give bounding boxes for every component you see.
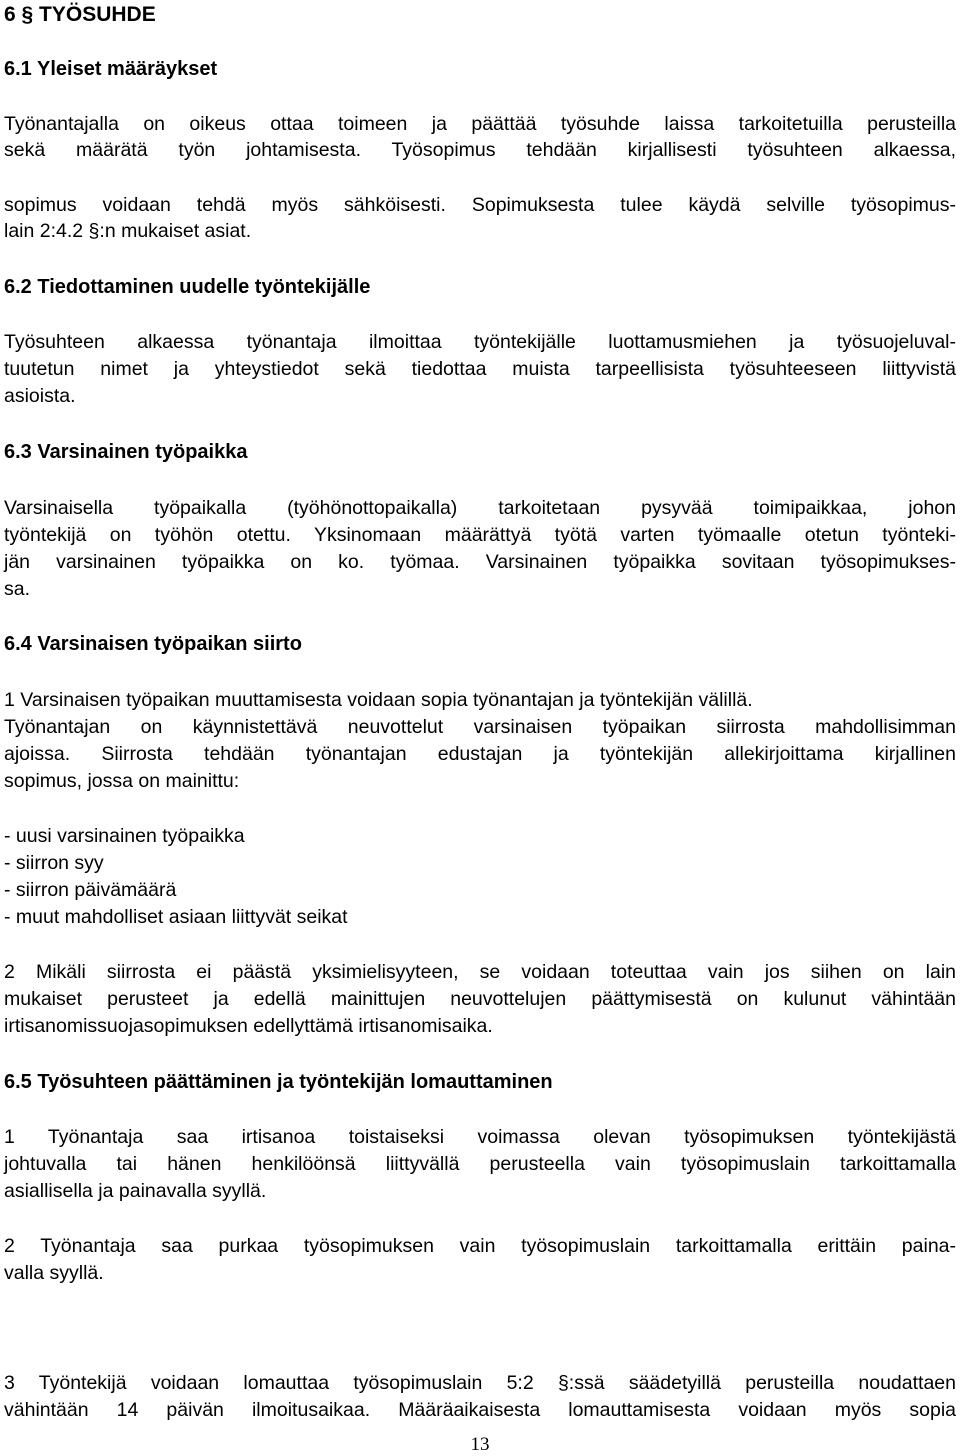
section-6-2-line: asioista. bbox=[4, 385, 76, 407]
section-6-3-line: työntekijä on työhön otettu. Yksinomaan määrättyä työtä varten työmaalle otetun työnteki- bbox=[4, 524, 956, 546]
list-item: - muut mahdolliset asiaan liittyvät seikat bbox=[4, 906, 348, 928]
chapter-heading: 6 § TYÖSUHDE bbox=[4, 3, 156, 26]
section-6-5-line: asiallisella ja painavalla syyllä. bbox=[4, 1180, 267, 1202]
section-6-5-line: 2 Työnantaja saa purkaa työsopimuksen vain työsopimuslain tarkoittamalla erittäin paina- bbox=[4, 1235, 956, 1257]
section-6-2-line: tuutetun nimet ja yhteystiedot sekä tiedottaa muista tarpeellisista työsuhteeseen liittyvistä bbox=[4, 358, 956, 380]
section-6-3-line: Varsinaisella työpaikalla (työhönottopaikalla) tarkoitetaan pysyvää toimipaikkaa, johon bbox=[4, 497, 956, 519]
section-6-5-line: vähintään 14 päivän ilmoitusaikaa. Määräaikaisesta lomauttamisesta voidaan myös sopia bbox=[4, 1399, 956, 1421]
section-6-4-title: 6.4 Varsinaisen työpaikan siirto bbox=[4, 633, 302, 655]
section-6-5-line: valla syyllä. bbox=[4, 1262, 104, 1284]
section-6-4-line: 2 Mikäli siirrosta ei päästä yksimielisyyteen, se voidaan toteuttaa vain jos siihen on lain bbox=[4, 961, 956, 983]
section-6-5-line: 1 Työnantaja saa irtisanoa toistaiseksi voimassa olevan työsopimuksen työntekijästä bbox=[4, 1126, 956, 1148]
list-item: - siirron syy bbox=[4, 852, 104, 874]
list-item: - siirron päivämäärä bbox=[4, 879, 177, 901]
section-6-4-line: Työnantajan on käynnistettävä neuvottelut varsinaisen työpaikan siirrosta mahdollisimman bbox=[4, 716, 956, 738]
section-6-4-line: sopimus, jossa on mainittu: bbox=[4, 770, 240, 792]
section-6-1-line: lain 2:4.2 §:n mukaiset asiat. bbox=[4, 220, 252, 242]
section-6-1-line: Työnantajalla on oikeus ottaa toimeen ja päättää työsuhde laissa tarkoitetuilla perusteilla bbox=[4, 113, 956, 135]
section-6-2-title: 6.2 Tiedottaminen uudelle työntekijälle bbox=[4, 276, 371, 298]
section-6-1-line: sekä määrätä työn johtamisesta. Työsopimus tehdään kirjallisesti työsuhteen alkaessa, bbox=[4, 139, 956, 161]
section-6-1-title: 6.1 Yleiset määräykset bbox=[4, 58, 218, 80]
section-6-5-title: 6.5 Työsuhteen päättäminen ja työntekijän lomauttaminen bbox=[4, 1071, 553, 1093]
section-6-1-line: sopimus voidaan tehdä myös sähköisesti. Sopimuksesta tulee käydä selville työsopimus- bbox=[4, 194, 956, 216]
section-6-2-line: Työsuhteen alkaessa työnantaja ilmoittaa työntekijälle luottamusmiehen ja työsuojeluval- bbox=[4, 331, 956, 353]
list-item: - uusi varsinainen työpaikka bbox=[4, 825, 245, 847]
section-6-4-line: irtisanomissuojasopimuksen edellyttämä irtisanomisaika. bbox=[4, 1015, 493, 1037]
section-6-5-line: johtuvalla tai hänen henkilöönsä liittyvällä perusteella vain työsopimuslain tarkoittamalla bbox=[4, 1153, 956, 1175]
section-6-3-line: jän varsinainen työpaikka on ko. työmaa. Varsinainen työpaikka sovitaan työsopimukses- bbox=[4, 551, 956, 573]
section-6-4-line: mukaiset perusteet ja edellä mainittujen neuvottelujen päättymisestä on kulunut vähintään bbox=[4, 988, 956, 1010]
section-6-4-line: 1 Varsinaisen työpaikan muuttamisesta voidaan sopia työnantajan ja työntekijän välillä. bbox=[4, 689, 753, 711]
page-number: 13 bbox=[470, 1434, 490, 1455]
section-6-3-line: sa. bbox=[4, 578, 31, 600]
section-6-4-line: ajoissa. Siirrosta tehdään työnantajan edustajan ja työntekijän allekirjoittama kirjallinen bbox=[4, 743, 956, 765]
section-6-5-line: 3 Työntekijä voidaan lomauttaa työsopimuslain 5:2 §:ssä säädetyillä perusteilla noudattaen bbox=[4, 1372, 956, 1394]
section-6-3-title: 6.3 Varsinainen työpaikka bbox=[4, 441, 248, 463]
